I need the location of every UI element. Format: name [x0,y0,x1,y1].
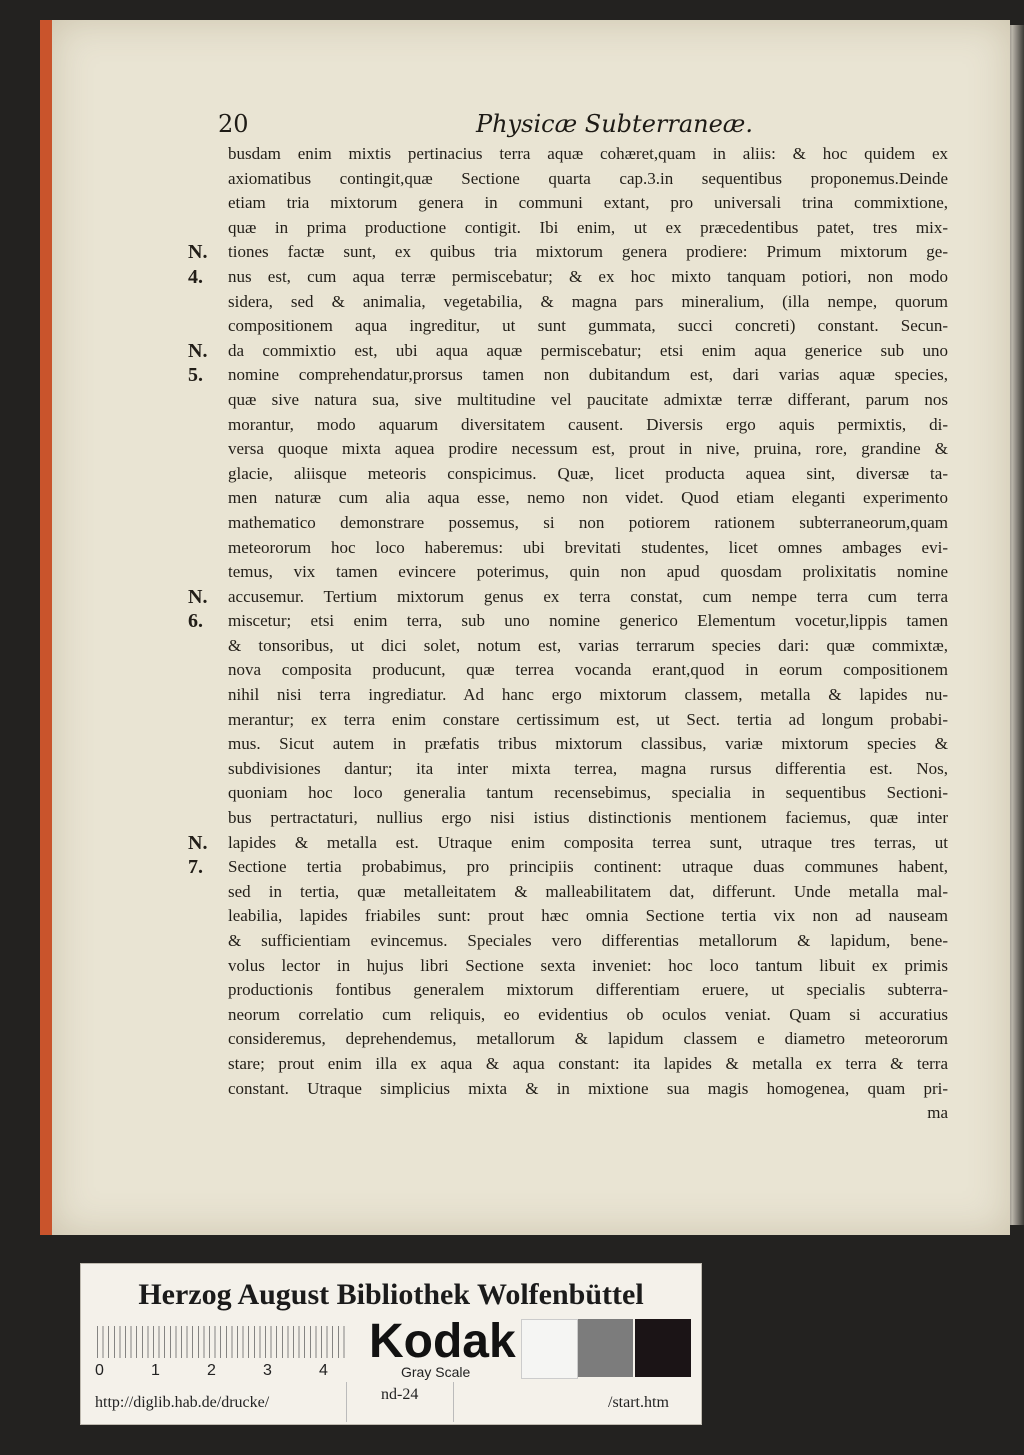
text-line: constant. Utraque simplicius mixta & in mixtione sua magis homogenea, quam pri- [228,1078,948,1098]
ruler-number: 3 [263,1362,272,1379]
text-line: consideremus, deprehendemus, metallorum & lapidum classem e diametro meteororum [228,1029,948,1049]
divider [346,1382,347,1422]
text-line: nova composita producunt, quæ terrea vocanda erant,quod in eorum compositionem [228,660,948,680]
gray-scale-label: Gray Scale [401,1364,471,1380]
text-line: mathematico demonstrare possemus, si non potiorem rationem subterraneorum,quam [228,512,948,532]
text-line: compositionem aqua ingreditur, ut sunt gummata, succi concreti) constant. Secun- [228,316,948,336]
text-line: & tonsoribus, ut dici solet, notum est, varias terrarum species dari: quæ commixtæ, [228,635,948,655]
text-line: ma [927,1103,948,1123]
margin-note: 4. [188,266,203,288]
text-line: lapides & metalla est. Utraque enim composita terrea sunt, utraque tres terras, ut [228,832,948,852]
kodak-logo: Kodak [369,1315,516,1368]
text-line: nihil nisi terra ingrediatur. Ad hanc ergo mixtorum classem, metalla & lapides nu- [228,685,948,705]
text-line: nus est, cum aqua terræ permiscebatur; & ex hoc mixto tanquam potiori, non modo [228,266,948,286]
gray-swatch-white [521,1319,578,1379]
text-line: & sufficientiam evincemus. Speciales vero differentias metallorum & lapidum, bene- [228,931,948,950]
text-line: etiam tria mixtorum genera in communi extant, pro universali trina commixtione, [228,193,948,213]
text-line: mus. Sicut autem in præfatis tribus mixtorum classibus, variæ mixtorum species & [228,734,948,754]
text-line: tiones factæ sunt, ex quibus tria mixtorum genera prodiere: Primum mixtorum ge- [228,242,948,262]
divider [453,1382,454,1422]
text-line: accusemur. Tertium mixtorum genus ex terra constat, cum nempe terra cum terra [228,586,948,606]
library-name: Herzog August Bibliothek Wolfenbüttel [138,1278,644,1311]
text-line: temus, vix tamen evincere poterimus, quin non apud quosdam prolixitatis nomine [228,562,948,582]
text-line: leabilia, lapides friabiles sunt: prout hæc omnia Sectione tertia vix non ad nauseam [228,906,948,926]
ruler-scale [97,1326,347,1358]
page-header [218,110,948,140]
text-line: sed in tertia, quæ metalleitatem & malleabilitatem dat, differunt. Unde metalla mal- [228,881,948,901]
text-line: productionis fontibus generalem mixtorum differentiam eruere, ut specialis subterra- [228,980,948,1000]
ruler-number: 1 [151,1362,160,1379]
margin-note: N. [188,831,208,854]
body-text [228,142,948,1126]
margin-note: N. [188,241,208,264]
text-line: versa quoque mixta aquea prodire necessum est, prout in nive, pruina, rore, grandine & [228,439,948,459]
text-line: meteororum hoc loco haberemus: ubi brevitati studentes, licet omnes ambages evi- [228,537,948,557]
ruler-number: 2 [207,1362,216,1379]
library-strip [80,1263,702,1425]
text-line: axiomatibus contingit,quæ Sectione quarta cap.3.in sequentibus proponemus.Deinde [228,168,948,188]
text-line: sidera, sed & animalia, vegetabilia, & magna pars mineralium, (illa nempe, quorum [228,291,948,311]
gray-swatch-mid [578,1319,633,1377]
text-line: subdivisiones dantur; ita inter mixta terrea, magna rursus differentia est. Nos, [228,758,948,778]
text-line: stare; prout enim illa ex aqua & aqua constant: ita lapides & metalla ex terra & terra [228,1053,948,1073]
text-line: neorum correlatio cum reliquis, eo evidentius ob oculos veniat. Quam si accuratius [228,1004,948,1024]
text-line: quoniam hoc loco generalia tantum recensebimus, specialia in sequentibus Sectioni- [228,783,948,803]
url-prefix: http://diglib.hab.de/drucke/ [95,1394,270,1411]
margin-note: 7. [188,856,203,879]
margin-note: 5. [188,364,203,387]
text-line: nomine comprehendatur,prorsus tamen non dubitandum est, dari varias aquæ species, [228,365,948,385]
page-number: 20 [218,110,249,138]
margin-note: N. [188,585,208,608]
text-line: men naturæ cum alia aqua esse, nemo non videt. Quod etiam eleganti experimento [228,488,948,508]
running-title: Physicæ Subterraneæ. [476,110,753,138]
text-line: busdam enim mixtis pertinacius terra aquæ cohæret,quam in aliis: & hoc quidem ex [228,144,948,163]
text-line: merantur; ex terra enim constare certissimum est, ut Sect. tertia ad longum probabi- [228,709,948,729]
text-line: quæ in prima productione contigit. Ibi enim, ut ex præcedentibus patet, tres mix- [228,217,948,237]
text-line: quæ sive natura sua, sive multitudine vel paucitate admixtæ terræ differant, parum nos [228,389,948,409]
text-line: miscetur; etsi enim terra, sub uno nomine generico Elementum vocetur,lippis tamen [228,611,948,631]
ruler-number: 0 [95,1362,104,1379]
text-line: morantur, modo aquarum diversitatem causent. Diversis ergo aquis permixtis, di- [228,414,948,434]
url-suffix: /start.htm [608,1394,669,1411]
text-line: volus lector in hujus libri Sectione sexta inveniet: hoc loco tantum libuit ex primis [228,955,948,975]
text-line: glacie, aliisque meteoris conspicimus. Quæ, licet producta aquea sint, diversæ ta- [228,463,948,483]
text-line: da commixtio est, ubi aqua aquæ permiscebatur; etsi enim aqua generice sub uno [228,340,948,360]
text-line: bus pertractaturi, nullius ergo nisi istius distinctionis mentionem faciemus, quæ inter [228,808,948,828]
margin-note: 6. [188,610,203,633]
ruler-number: 4 [319,1362,328,1379]
text-line: Sectione tertia probabimus, pro principiis continent: utraque duas communes habent, [228,857,948,877]
margin-note: N. [188,339,208,362]
shelfmark: nd-24 [381,1386,419,1403]
gray-swatch-black [635,1319,691,1377]
